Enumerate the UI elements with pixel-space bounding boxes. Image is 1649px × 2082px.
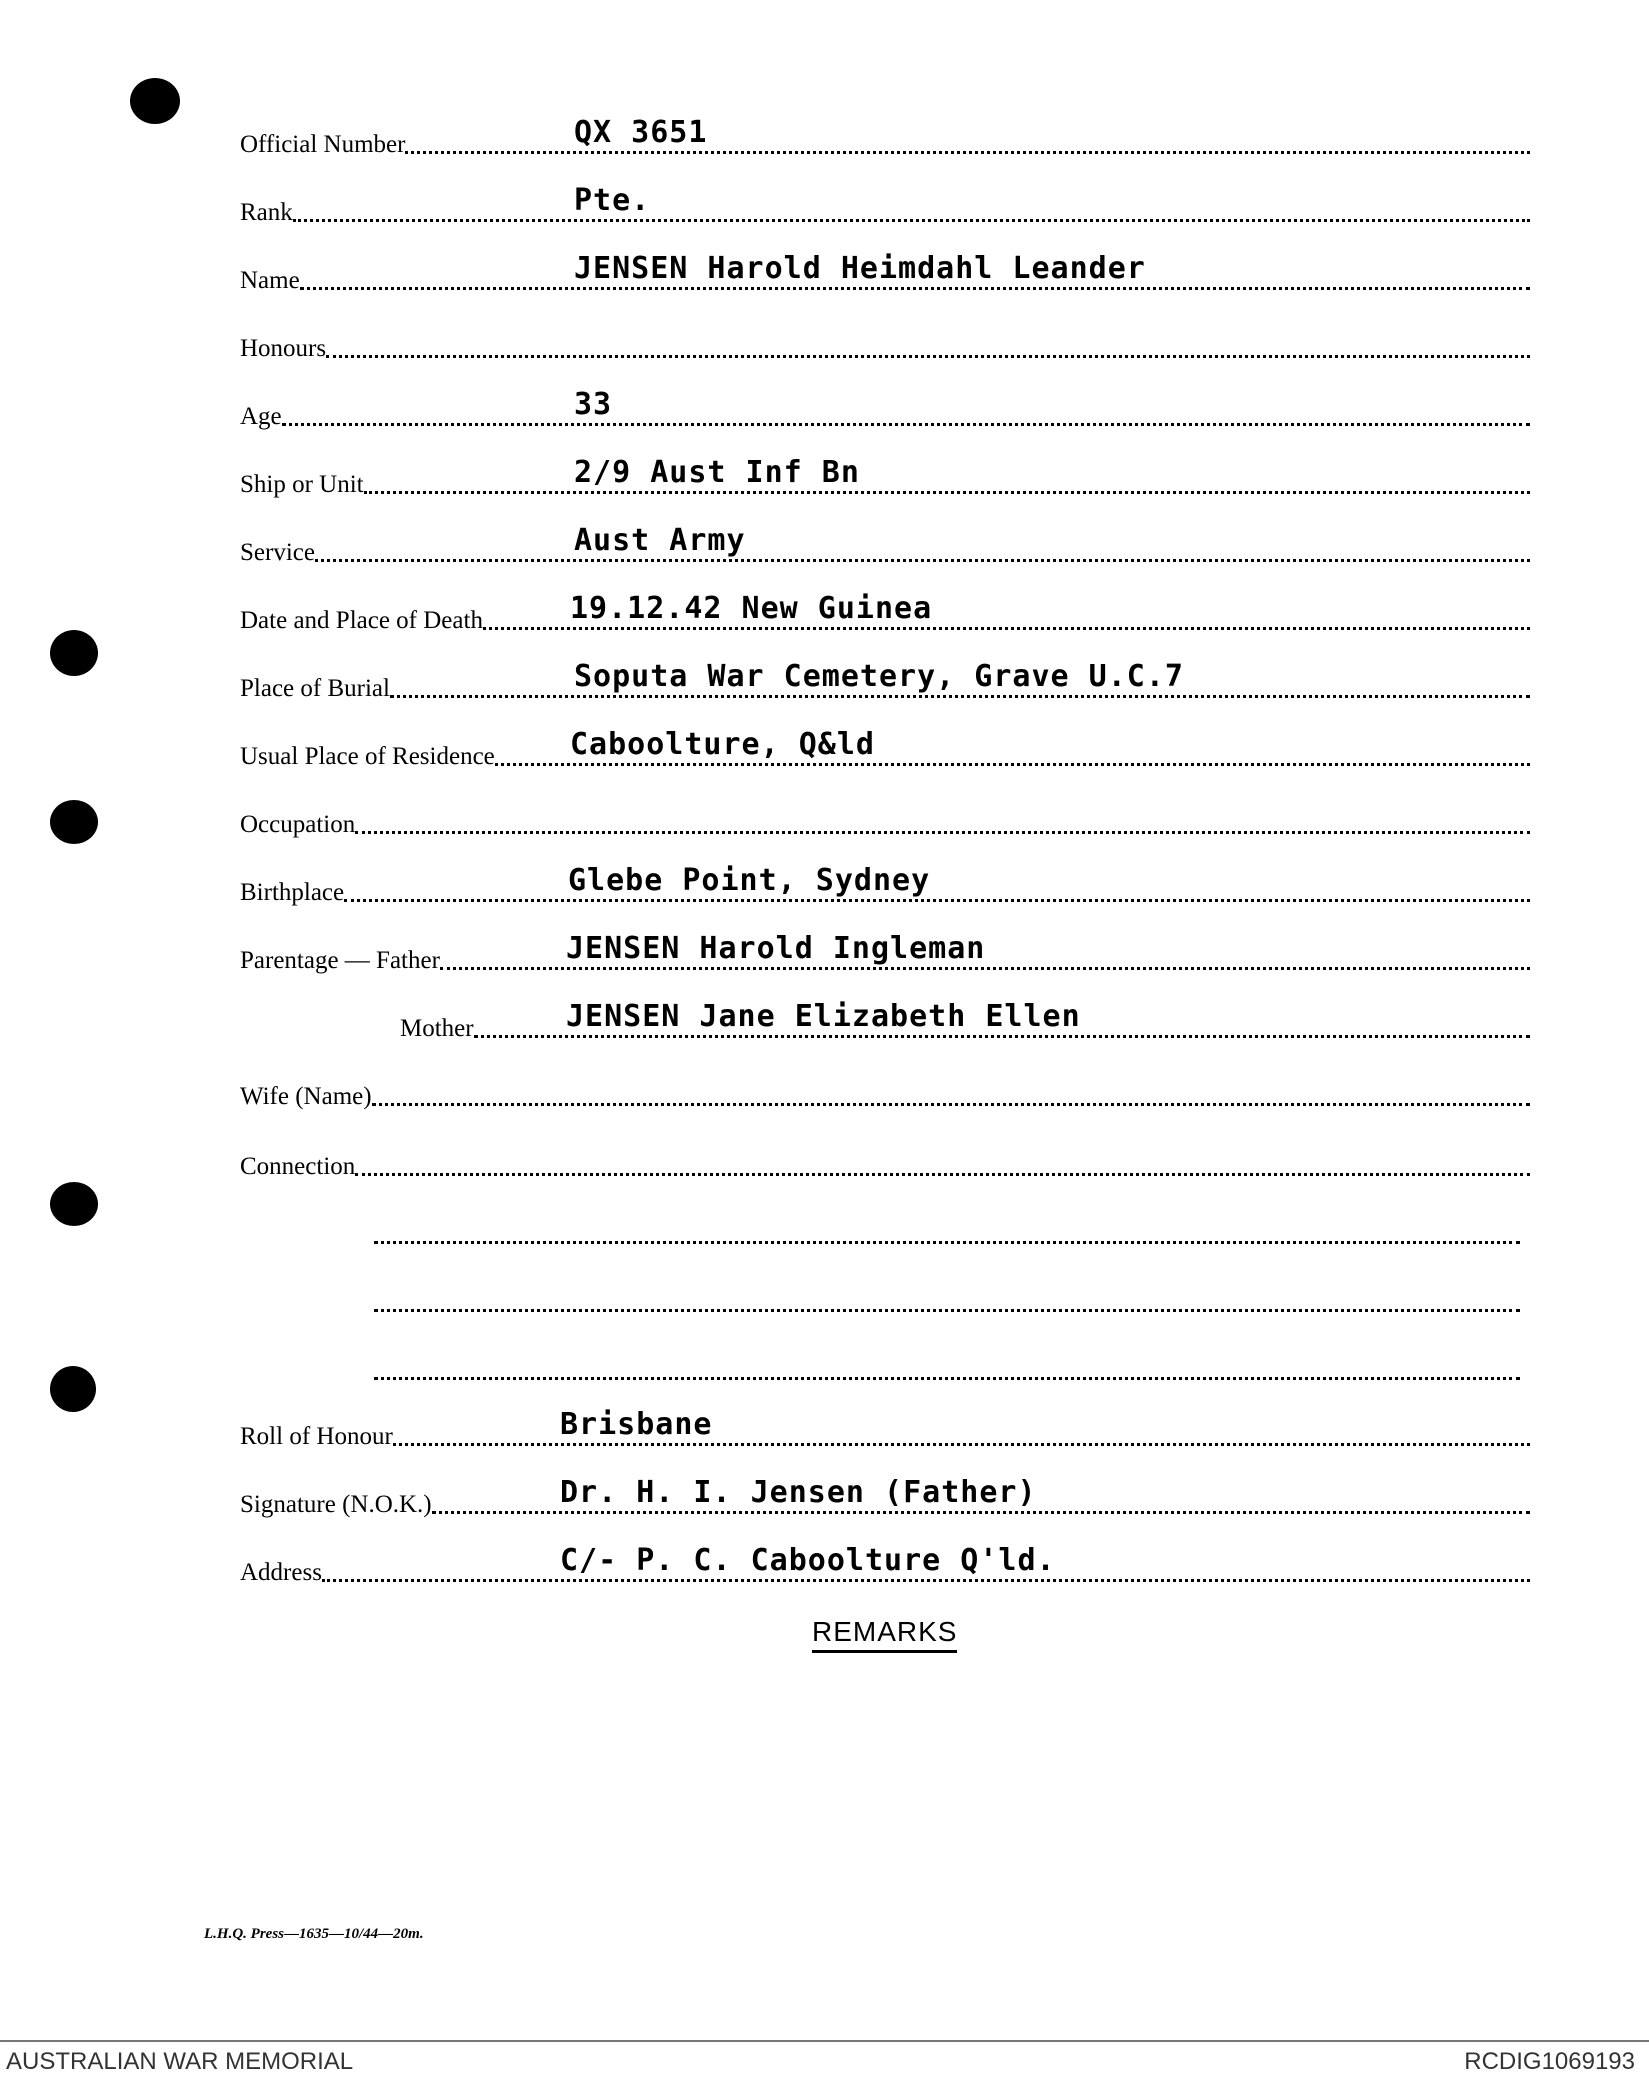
place-of-burial-row (240, 656, 1530, 704)
punch-hole (50, 800, 98, 844)
rank-row (240, 180, 1530, 228)
dotted-line (374, 1241, 1520, 1244)
age-row (240, 384, 1530, 432)
honours-label: Honours (240, 335, 327, 362)
name-label: Name (240, 267, 300, 294)
official-number-row (240, 112, 1530, 160)
dotted-line (432, 1511, 1530, 1514)
address-label: Address (240, 1559, 322, 1586)
date-place-death-value: 19.12.42 New Guinea (570, 591, 933, 626)
address-row (240, 1540, 1530, 1588)
dotted-line (374, 1377, 1520, 1380)
signature-label: Signature (N.O.K.) (240, 1491, 432, 1518)
dotted-line (390, 695, 1530, 698)
place-of-burial-value: Soputa War Cemetery, Grave U.C.7 (574, 659, 1184, 694)
dotted-line (483, 627, 1530, 630)
roll-of-honour-value: Brisbane (560, 1407, 713, 1442)
dotted-line (355, 831, 1530, 834)
ship-or-unit-row (240, 452, 1530, 500)
punch-hole (50, 1366, 96, 1412)
dotted-line (474, 1035, 1530, 1038)
signature-value: Dr. H. I. Jensen (Father) (560, 1475, 1037, 1510)
mother-label: Mother (400, 1015, 474, 1042)
father-value: JENSEN Harold Ingleman (566, 931, 986, 966)
ship-or-unit-label: Ship or Unit (240, 471, 364, 498)
dotted-line (326, 355, 1530, 358)
dotted-line (405, 151, 1530, 154)
ship-or-unit-value: 2/9 Aust Inf Bn (574, 455, 860, 490)
mother-row (400, 996, 1530, 1044)
connection-extra-line (374, 1202, 1520, 1250)
occupation-label: Occupation (240, 811, 356, 838)
age-value: 33 (574, 387, 613, 422)
official-number-label: Official Number (240, 131, 406, 158)
age-label: Age (240, 403, 282, 430)
father-row (240, 928, 1530, 976)
name-row (240, 248, 1530, 296)
footer-archive-name: AUSTRALIAN WAR MEMORIAL (6, 2048, 354, 2075)
birthplace-row (240, 860, 1530, 908)
dotted-line (393, 1443, 1530, 1446)
punch-hole (50, 1182, 98, 1226)
footer-divider (0, 2040, 1649, 2042)
honours-row (240, 316, 1530, 364)
service-value: Aust Army (574, 523, 746, 558)
dotted-line (440, 967, 1530, 970)
signature-row (240, 1472, 1530, 1520)
dotted-line (495, 763, 1530, 766)
printer-imprint: L.H.Q. Press—1635—10/44—20m. (204, 1926, 424, 1942)
connection-extra-line (374, 1338, 1520, 1386)
roll-of-honour-row (240, 1404, 1530, 1452)
dotted-line (344, 899, 1530, 902)
wife-label: Wife (Name) (240, 1083, 372, 1110)
dotted-line (300, 287, 1530, 290)
father-label: Parentage — Father (240, 947, 440, 974)
service-label: Service (240, 539, 315, 566)
punch-hole (50, 630, 98, 676)
birthplace-label: Birthplace (240, 879, 345, 906)
dotted-line (315, 559, 1530, 562)
dotted-line (372, 1103, 1530, 1106)
usual-residence-value: Caboolture, Q&ld (570, 727, 875, 762)
official-number-value: QX 3651 (574, 115, 708, 150)
remarks-heading: REMARKS (812, 1616, 957, 1653)
wife-row (240, 1064, 1530, 1112)
birthplace-value: Glebe Point, Sydney (568, 863, 931, 898)
date-place-death-label: Date and Place of Death (240, 607, 483, 634)
roll-of-honour-label: Roll of Honour (240, 1423, 393, 1450)
rank-value: Pte. (574, 183, 651, 218)
dotted-line (322, 1579, 1530, 1582)
rank-label: Rank (240, 199, 293, 226)
connection-extra-line (374, 1270, 1520, 1318)
connection-label: Connection (240, 1153, 356, 1180)
usual-residence-row (240, 724, 1530, 772)
punch-hole (130, 78, 180, 124)
mother-value: JENSEN Jane Elizabeth Ellen (566, 999, 1081, 1034)
place-of-burial-label: Place of Burial (240, 675, 390, 702)
dotted-line (355, 1173, 1530, 1176)
dotted-line (282, 423, 1530, 426)
service-row (240, 520, 1530, 568)
name-value: JENSEN Harold Heimdahl Leander (574, 251, 1146, 286)
dotted-line (374, 1309, 1520, 1312)
footer-record-id: RCDIG1069193 (1464, 2048, 1635, 2075)
dotted-line (293, 219, 1530, 222)
address-value: C/- P. C. Caboolture Q'ld. (560, 1543, 1056, 1578)
connection-row (240, 1134, 1530, 1182)
usual-residence-label: Usual Place of Residence (240, 743, 495, 770)
dotted-line (364, 491, 1530, 494)
occupation-row (240, 792, 1530, 840)
date-place-death-row (240, 588, 1530, 636)
